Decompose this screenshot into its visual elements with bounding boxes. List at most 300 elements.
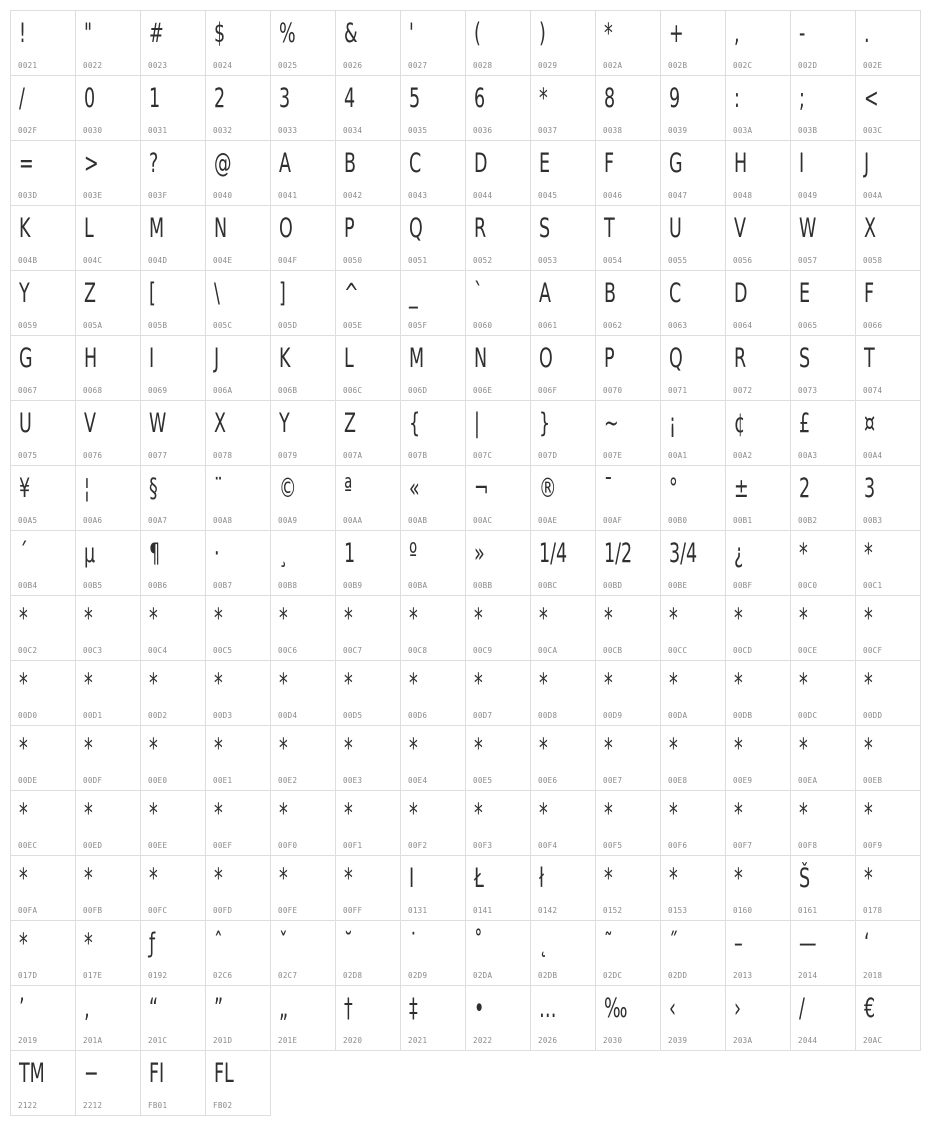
glyph-code: FB01	[148, 1101, 168, 1110]
glyph-cell	[140, 660, 206, 726]
glyph-character: ·	[214, 538, 220, 569]
glyph-code: 0152	[603, 906, 623, 915]
glyph-cell	[725, 725, 791, 791]
glyph-code: 0076	[83, 451, 103, 460]
glyph-cell	[140, 985, 206, 1051]
glyph-code: 201A	[83, 1036, 103, 1045]
glyph-character: P	[604, 343, 615, 374]
glyph-character: *	[149, 733, 158, 764]
glyph-character: *	[864, 798, 873, 829]
glyph-cell	[725, 75, 791, 141]
glyph-character: #	[149, 18, 164, 49]
glyph-character: Ł	[474, 863, 484, 894]
glyph-cell	[205, 270, 271, 336]
glyph-cell	[140, 10, 206, 76]
glyph-code: 00A8	[213, 516, 233, 525]
glyph-character: 5	[409, 83, 421, 114]
glyph-code: 0067	[18, 386, 38, 395]
glyph-code: 0048	[733, 191, 753, 200]
glyph-character: *	[734, 603, 743, 634]
glyph-code: 00D6	[408, 711, 428, 720]
glyph-character: ´	[19, 538, 28, 569]
glyph-cell	[75, 10, 141, 76]
glyph-code: 0033	[278, 126, 298, 135]
glyph-character: 2	[214, 83, 226, 114]
glyph-grid	[10, 10, 920, 1115]
glyph-cell	[790, 855, 856, 921]
glyph-cell	[75, 985, 141, 1051]
glyph-code: 0050	[343, 256, 363, 265]
glyph-code: 006A	[213, 386, 233, 395]
glyph-cell	[725, 140, 791, 206]
glyph-character: *	[279, 603, 288, 634]
glyph-code: 00A5	[18, 516, 38, 525]
glyph-code: 0044	[473, 191, 493, 200]
glyph-code: 00FD	[213, 906, 233, 915]
glyph-character: *	[279, 863, 288, 894]
glyph-character: *	[214, 798, 223, 829]
glyph-code: 0030	[83, 126, 103, 135]
glyph-code: 02C6	[213, 971, 233, 980]
glyph-code: 002E	[863, 61, 883, 70]
glyph-cell	[400, 465, 466, 531]
glyph-code: 00CC	[668, 646, 688, 655]
glyph-cell	[10, 140, 76, 206]
glyph-cell	[530, 465, 596, 531]
glyph-code: 00BD	[603, 581, 623, 590]
glyph-code: 201C	[148, 1036, 168, 1045]
glyph-cell	[595, 920, 661, 986]
glyph-character: *	[604, 603, 613, 634]
glyph-cell	[660, 140, 726, 206]
glyph-character: Q	[669, 343, 683, 374]
glyph-code: 0039	[668, 126, 688, 135]
glyph-character: ‡	[409, 993, 418, 1024]
glyph-character: L	[84, 213, 94, 244]
glyph-code: 00AE	[538, 516, 558, 525]
glyph-character: `	[474, 278, 483, 309]
glyph-character: N	[214, 213, 228, 244]
glyph-cell	[595, 985, 661, 1051]
glyph-cell	[335, 530, 401, 596]
glyph-character: ¡	[669, 408, 677, 439]
glyph-cell	[10, 790, 76, 856]
glyph-cell	[790, 660, 856, 726]
glyph-code: 004D	[148, 256, 168, 265]
glyph-cell	[660, 725, 726, 791]
glyph-character: 3	[279, 83, 291, 114]
glyph-character: ~	[604, 408, 619, 439]
glyph-cell	[465, 595, 531, 661]
glyph-cell	[140, 595, 206, 661]
glyph-character: ¸	[279, 538, 288, 569]
glyph-cell	[270, 530, 336, 596]
glyph-character: *	[409, 733, 418, 764]
glyph-code: FB02	[213, 1101, 233, 1110]
glyph-character: ˆ	[214, 928, 223, 959]
glyph-code: 0037	[538, 126, 558, 135]
glyph-cell	[400, 725, 466, 791]
glyph-character: E	[799, 278, 811, 309]
glyph-character: *	[19, 798, 28, 829]
glyph-code: 00D8	[538, 711, 558, 720]
glyph-cell	[725, 660, 791, 726]
glyph-character: G	[19, 343, 33, 374]
glyph-cell	[205, 465, 271, 531]
glyph-cell	[855, 530, 921, 596]
glyph-code: 00F7	[733, 841, 753, 850]
glyph-character: J	[214, 343, 220, 374]
glyph-character: ;	[799, 83, 805, 114]
glyph-cell	[595, 400, 661, 466]
glyph-code: 02DC	[603, 971, 623, 980]
glyph-code: 0060	[473, 321, 493, 330]
glyph-character: ®	[539, 473, 557, 504]
glyph-cell	[400, 530, 466, 596]
glyph-code: 2013	[733, 971, 753, 980]
glyph-character: M	[149, 213, 165, 244]
glyph-cell	[10, 400, 76, 466]
glyph-character: *	[799, 798, 808, 829]
glyph-cell	[75, 920, 141, 986]
glyph-code: 00DC	[798, 711, 818, 720]
glyph-cell	[725, 465, 791, 531]
glyph-code: 00AF	[603, 516, 623, 525]
glyph-character: [	[149, 278, 156, 309]
glyph-code: 00AC	[473, 516, 493, 525]
glyph-code: 0025	[278, 61, 298, 70]
glyph-character: S	[799, 343, 811, 374]
glyph-cell	[725, 855, 791, 921]
glyph-character: ]	[279, 278, 286, 309]
glyph-cell	[75, 725, 141, 791]
glyph-cell	[140, 465, 206, 531]
glyph-code: 201D	[213, 1036, 233, 1045]
glyph-code: 004F	[278, 256, 298, 265]
glyph-cell	[530, 400, 596, 466]
glyph-code: 003F	[148, 191, 168, 200]
glyph-character: D	[734, 278, 748, 309]
glyph-character: ^	[344, 278, 359, 309]
glyph-cell	[855, 985, 921, 1051]
glyph-cell	[75, 335, 141, 401]
glyph-code: 00DE	[18, 776, 38, 785]
glyph-code: 00C1	[863, 581, 883, 590]
glyph-character: 1	[344, 538, 356, 569]
glyph-cell	[335, 660, 401, 726]
glyph-code: 0079	[278, 451, 298, 460]
glyph-cell	[270, 725, 336, 791]
glyph-cell	[400, 660, 466, 726]
glyph-code: 20AC	[863, 1036, 883, 1045]
glyph-code: 00E6	[538, 776, 558, 785]
glyph-cell	[270, 205, 336, 271]
glyph-code: 00EC	[18, 841, 38, 850]
glyph-code: 0053	[538, 256, 558, 265]
glyph-code: 0036	[473, 126, 493, 135]
glyph-character: W	[149, 408, 167, 439]
glyph-cell	[205, 920, 271, 986]
glyph-cell	[855, 205, 921, 271]
glyph-cell	[465, 725, 531, 791]
glyph-code: 00AA	[343, 516, 363, 525]
glyph-cell	[270, 985, 336, 1051]
glyph-character: ¿	[734, 538, 744, 569]
glyph-cell	[790, 790, 856, 856]
glyph-code: 00C7	[343, 646, 363, 655]
glyph-character: ł	[539, 863, 544, 894]
glyph-character: *	[864, 668, 873, 699]
glyph-character: !	[19, 18, 27, 49]
glyph-code: 0075	[18, 451, 38, 460]
glyph-cell	[335, 140, 401, 206]
glyph-character: &	[344, 18, 358, 49]
glyph-character: TM	[19, 1058, 45, 1089]
glyph-cell	[790, 595, 856, 661]
glyph-character: *	[864, 538, 873, 569]
glyph-cell	[465, 140, 531, 206]
glyph-character: :	[734, 83, 740, 114]
glyph-character: *	[19, 603, 28, 634]
glyph-cell	[205, 725, 271, 791]
glyph-cell	[595, 205, 661, 271]
glyph-cell	[855, 400, 921, 466]
glyph-character: *	[864, 863, 873, 894]
glyph-cell	[725, 790, 791, 856]
glyph-cell	[270, 335, 336, 401]
glyph-code: 00C5	[213, 646, 233, 655]
glyph-cell	[140, 270, 206, 336]
glyph-character: ¨	[214, 473, 223, 504]
glyph-cell	[530, 725, 596, 791]
glyph-character: \	[214, 278, 220, 309]
glyph-cell	[335, 75, 401, 141]
glyph-character: <	[864, 83, 879, 114]
glyph-cell	[855, 790, 921, 856]
glyph-cell	[75, 400, 141, 466]
glyph-code: 00DB	[733, 711, 753, 720]
glyph-character: £	[799, 408, 811, 439]
glyph-cell	[855, 725, 921, 791]
glyph-code: 003B	[798, 126, 818, 135]
glyph-code: 00A9	[278, 516, 298, 525]
glyph-code: 0073	[798, 386, 818, 395]
glyph-code: 00A1	[668, 451, 688, 460]
glyph-character: B	[604, 278, 617, 309]
glyph-code: 00B6	[148, 581, 168, 590]
glyph-code: 0056	[733, 256, 753, 265]
glyph-character: *	[214, 668, 223, 699]
glyph-code: 0178	[863, 906, 883, 915]
glyph-character: ¦	[84, 473, 90, 504]
glyph-cell	[465, 465, 531, 531]
glyph-cell	[790, 205, 856, 271]
glyph-character: .	[864, 18, 870, 49]
glyph-character: Y	[19, 278, 30, 309]
glyph-code: 00D5	[343, 711, 363, 720]
glyph-character: *	[19, 668, 28, 699]
glyph-cell	[530, 595, 596, 661]
glyph-cell	[725, 985, 791, 1051]
glyph-cell	[855, 660, 921, 726]
glyph-cell	[855, 270, 921, 336]
glyph-cell	[790, 920, 856, 986]
glyph-character: ˙	[409, 928, 418, 959]
glyph-character: *	[84, 863, 93, 894]
glyph-character: W	[799, 213, 817, 244]
glyph-character: '	[409, 18, 414, 49]
glyph-code: 2020	[343, 1036, 363, 1045]
glyph-character: *	[669, 668, 678, 699]
glyph-character: *	[799, 538, 808, 569]
glyph-character: A	[539, 278, 551, 309]
glyph-code: 00FA	[18, 906, 38, 915]
glyph-character: *	[279, 668, 288, 699]
glyph-character: *	[344, 603, 353, 634]
glyph-cell	[335, 335, 401, 401]
glyph-code: 00D4	[278, 711, 298, 720]
glyph-character: 9	[669, 83, 681, 114]
glyph-character: *	[474, 603, 483, 634]
glyph-character: H	[734, 148, 748, 179]
glyph-code: 0069	[148, 386, 168, 395]
glyph-code: 0054	[603, 256, 623, 265]
glyph-code: 00CA	[538, 646, 558, 655]
glyph-character: ˝	[669, 928, 678, 959]
glyph-character: *	[409, 798, 418, 829]
glyph-character: *	[474, 668, 483, 699]
glyph-code: 0034	[343, 126, 363, 135]
glyph-character: *	[344, 863, 353, 894]
glyph-cell	[530, 985, 596, 1051]
glyph-character: ©	[279, 473, 297, 504]
glyph-cell	[205, 660, 271, 726]
glyph-character: R	[474, 213, 487, 244]
glyph-character: |	[474, 408, 480, 439]
glyph-code: 0066	[863, 321, 883, 330]
glyph-character: ±	[734, 473, 749, 504]
glyph-character: I	[409, 863, 415, 894]
glyph-code: 00DA	[668, 711, 688, 720]
glyph-character: *	[864, 733, 873, 764]
glyph-character: 3/4	[669, 538, 698, 569]
glyph-character: D	[474, 148, 488, 179]
glyph-cell	[140, 530, 206, 596]
glyph-code: 00E3	[343, 776, 363, 785]
glyph-character: 6	[474, 83, 486, 114]
glyph-code: 00D7	[473, 711, 493, 720]
glyph-cell	[725, 400, 791, 466]
glyph-character: *	[84, 603, 93, 634]
glyph-code: 0078	[213, 451, 233, 460]
glyph-character: *	[799, 733, 808, 764]
glyph-cell	[75, 660, 141, 726]
glyph-cell	[140, 400, 206, 466]
glyph-cell	[270, 790, 336, 856]
glyph-character: *	[149, 603, 158, 634]
glyph-character: O	[279, 213, 293, 244]
glyph-character: *	[279, 733, 288, 764]
glyph-character: €	[864, 993, 876, 1024]
glyph-cell	[595, 660, 661, 726]
glyph-cell	[75, 530, 141, 596]
glyph-character: º	[409, 538, 418, 569]
glyph-cell	[140, 140, 206, 206]
glyph-code: 00D2	[148, 711, 168, 720]
glyph-cell	[725, 270, 791, 336]
glyph-cell	[660, 920, 726, 986]
glyph-code: 002C	[733, 61, 753, 70]
glyph-cell	[530, 660, 596, 726]
glyph-code: 0024	[213, 61, 233, 70]
glyph-code: 00E4	[408, 776, 428, 785]
glyph-character: @	[214, 148, 232, 179]
glyph-cell	[465, 530, 531, 596]
glyph-cell	[75, 75, 141, 141]
glyph-character: §	[149, 473, 158, 504]
glyph-cell	[335, 205, 401, 271]
glyph-code: 00EB	[863, 776, 883, 785]
glyph-character: *	[669, 603, 678, 634]
glyph-cell	[75, 855, 141, 921]
glyph-cell	[855, 10, 921, 76]
glyph-code: 0046	[603, 191, 623, 200]
glyph-cell	[205, 75, 271, 141]
glyph-character: 3	[864, 473, 876, 504]
glyph-character: *	[734, 798, 743, 829]
glyph-cell	[10, 205, 76, 271]
glyph-cell	[855, 595, 921, 661]
glyph-character: ¶	[149, 538, 161, 569]
glyph-cell	[400, 270, 466, 336]
glyph-character: *	[539, 83, 548, 114]
glyph-cell	[270, 660, 336, 726]
glyph-code: 0070	[603, 386, 623, 395]
glyph-cell	[140, 75, 206, 141]
glyph-cell	[725, 335, 791, 401]
glyph-cell	[790, 725, 856, 791]
glyph-cell	[660, 530, 726, 596]
glyph-cell	[205, 530, 271, 596]
glyph-cell	[790, 140, 856, 206]
glyph-cell	[465, 920, 531, 986]
glyph-character: *	[734, 733, 743, 764]
glyph-code: 00F6	[668, 841, 688, 850]
glyph-character: −	[84, 1058, 99, 1089]
glyph-code: 02DA	[473, 971, 493, 980]
glyph-code: 004B	[18, 256, 38, 265]
glyph-code: 00C4	[148, 646, 168, 655]
glyph-code: 00A2	[733, 451, 753, 460]
glyph-code: 00F2	[408, 841, 428, 850]
glyph-code: 0045	[538, 191, 558, 200]
glyph-character: *	[799, 668, 808, 699]
glyph-cell	[790, 10, 856, 76]
glyph-cell	[855, 855, 921, 921]
glyph-code: 00EF	[213, 841, 233, 850]
glyph-character: H	[84, 343, 98, 374]
glyph-code: 00F8	[798, 841, 818, 850]
glyph-cell	[660, 205, 726, 271]
glyph-code: 00FB	[83, 906, 103, 915]
glyph-character: E	[539, 148, 551, 179]
glyph-character: $	[214, 18, 226, 49]
glyph-character: O	[539, 343, 553, 374]
glyph-code: 02D8	[343, 971, 363, 980]
glyph-code: 004E	[213, 256, 233, 265]
glyph-character: *	[604, 668, 613, 699]
glyph-code: 2018	[863, 971, 883, 980]
